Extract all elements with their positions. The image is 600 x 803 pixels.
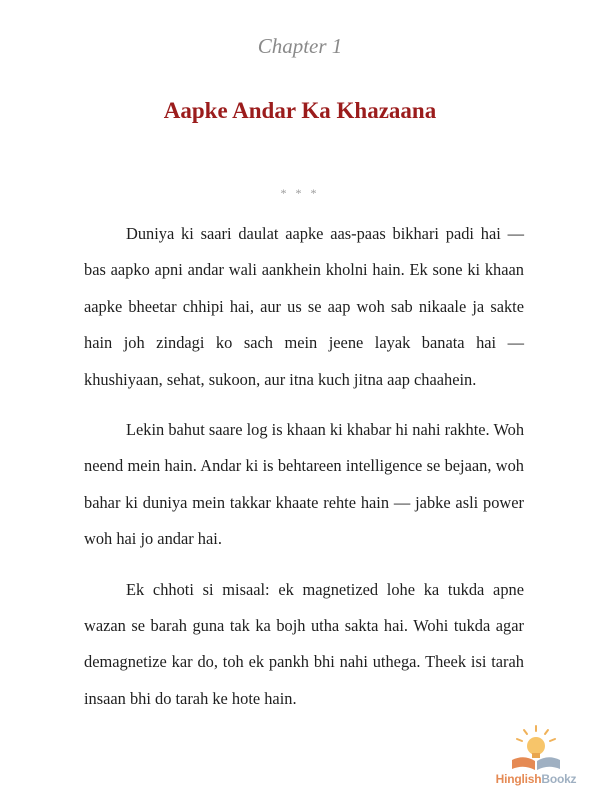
publisher-name-part2: Bookz bbox=[541, 772, 577, 786]
chapter-label: Chapter 1 bbox=[257, 34, 343, 58]
lightbulb-book-icon bbox=[504, 724, 568, 777]
publisher-name-part1: Hinglish bbox=[495, 772, 542, 786]
section-divider: * * * bbox=[280, 186, 320, 200]
paragraph: Duniya ki saari daulat aapke aas-paas bikhari padi hai — bas aapko apni andar wali aankhein kholni hain. Ek sone ki khaan aapke bheetar chhipi hai, aur us se aap woh sab nikaale ja sakte hain joh zindagi ko sach mein jeene layak banata hai — khushiyaan, sehat, sukoon, aur itna kuch jitna aap chaahein. bbox=[84, 224, 524, 389]
publisher-logo bbox=[486, 724, 586, 794]
chapter-title: Aapke Andar Ka Khazaana bbox=[163, 98, 437, 123]
paragraph: Lekin bahut saare log is khaan ki khabar hi nahi rakhte. Woh neend mein hain. Andar ki is behtareen intelligence se bejaan, woh bahar ki duniya mein takkar khaate rehte hain — jabke asli power woh hai jo andar hai. bbox=[84, 420, 525, 549]
paragraph: Ek chhoti si misaal: ek magnetized lohe ka tukda apne wazan se barah guna tak ka bojh utha sakta hai. Wohi tukda agar demagnetize kar do, toh ek pankh bhi nahi uthega. Theek isi tarah insaan bhi do tarah ke hote hain. bbox=[84, 579, 524, 708]
publisher-name bbox=[486, 772, 586, 786]
chapter-body bbox=[84, 216, 524, 731]
